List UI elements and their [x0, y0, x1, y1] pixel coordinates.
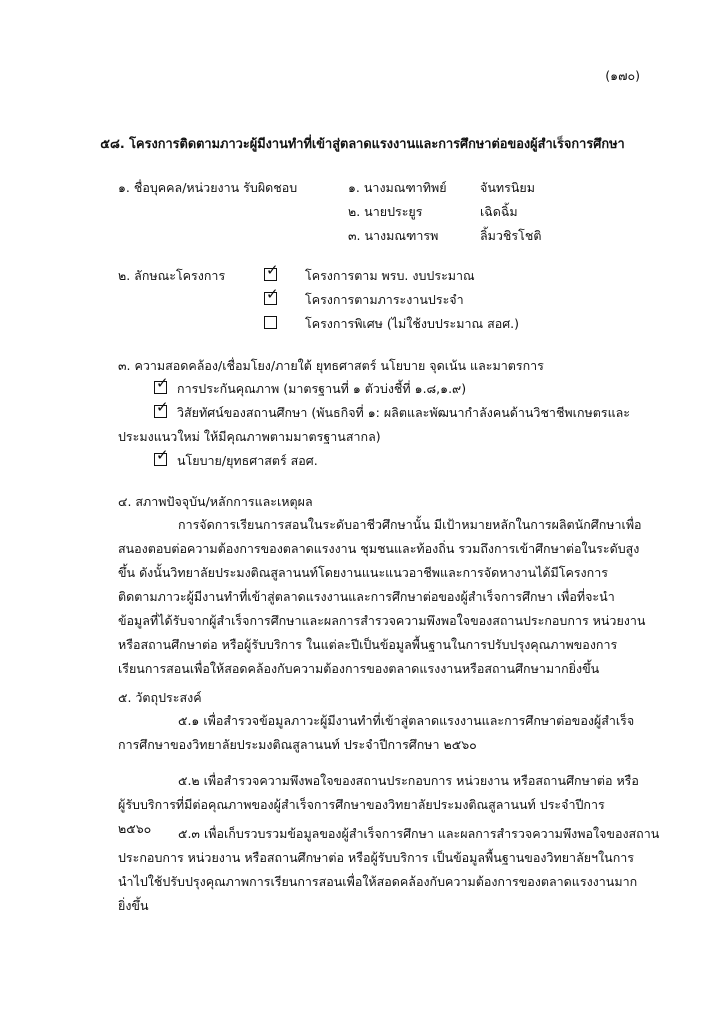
rationale-paragraph [118, 513, 646, 681]
project-type-checkbox-3[interactable] [264, 314, 277, 329]
section3-label: ๓. ความสอดคล้อง/เชื่อมโยง/ภายใต้ ยุทธศาสตร์ นโยบาย จุดเน้น และมาตรการ [118, 358, 544, 373]
checkbox-empty-icon [264, 316, 277, 329]
section4-label: ๔. สภาพปัจจุบัน/หลักการและเหตุผล [118, 494, 313, 509]
alignment-checkbox-2[interactable] [154, 398, 169, 418]
objective-line: ๕.๑ เพื่อสำรวจข้อมูลภาวะผู้มีงานทำที่เข้าสู่ตลาดแรงงานและการศึกษาต่อของผู้สำเร็จ [178, 713, 635, 728]
rationale-line: สนองตอบต่อความต้องการของตลาดแรงงาน ชุมชนและท้องถิ่น รวมถึงการเข้าศึกษาต่อในระดับสูง [118, 541, 640, 556]
project-type-checkbox-2[interactable] [264, 285, 279, 305]
page-number: (๑๗๐) [605, 68, 640, 83]
checkbox-checked-icon: ✓ [156, 374, 169, 392]
section5-label: ๕. วัตถุประสงค์ [118, 690, 202, 705]
objective-line: การศึกษาของวิทยาลัยประมงติณสูลานนท์ ประจำปีการศึกษา ๒๕๖๐ [118, 737, 477, 752]
checkbox-checked-icon: ✓ [156, 446, 169, 464]
alignment-checkbox-1[interactable] [154, 374, 169, 394]
objective-line: นำไปใช้ปรับปรุงคุณภาพการเรียนการสอนเพื่อให้สอดคล้องกับความต้องการของตลาดแรงงานมาก [118, 874, 638, 889]
project-type-option-2: โครงการตามภาระงานประจำ [305, 292, 464, 307]
objective-line: ยิ่งขึ้น [118, 898, 149, 913]
objective-line: ผู้รับบริการที่มีต่อคุณภาพของผู้สำเร็จการศึกษาของวิทยาลัยประมงติณสูลานนท์ ประจำปีการ [118, 797, 605, 812]
checkbox-checked-icon: ✓ [156, 398, 169, 416]
objective-line: ๕.๒ เพื่อสำรวจความพึงพอใจของสถานประกอบการ หน่วยงาน หรือสถานศึกษาต่อ หรือ [178, 773, 639, 788]
person-3-name: ๓. นางมณฑารพ [348, 228, 439, 243]
alignment-item-3: นโยบาย/ยุทธศาสตร์ สอศ. [177, 453, 318, 468]
alignment-checkbox-3[interactable] [154, 446, 169, 466]
rationale-line: เรียนการสอนเพื่อให้สอดคล้องกับความต้องการของตลาดแรงงานหรือสถานศึกษามากยิ่งขึ้น [118, 661, 600, 676]
checkbox-checked-icon: ✓ [266, 285, 279, 303]
rationale-line: การจัดการเรียนการสอนในระดับอาชีวศึกษานั้น มีเป้าหมายหลักในการผลิตนักศึกษาเพื่อ [178, 517, 642, 532]
person-1-name: ๑. นางมณฑาทิพย์ [348, 180, 447, 195]
person-2-surname: เฉิดฉิ้ม [480, 204, 518, 219]
person-3-surname: ลิ้มวชิรโชติ [480, 228, 542, 243]
alignment-item-1: การประกันคุณภาพ (มาตรฐานที่ ๑ ตัวบ่งชี้ที่ ๑.๘,๑.๙) [177, 381, 467, 396]
rationale-line: ข้อมูลที่ได้รับจากผู้สำเร็จการศึกษาและผลการสำรวจความพึงพอใจของสถานประกอบการ หน่วยงาน [118, 613, 646, 628]
person-2-name: ๒. นายประยูร [348, 204, 423, 219]
alignment-item-2-line2: ประมงแนวใหม่ ให้มีคุณภาพตามมาตรฐานสากล) [118, 429, 381, 444]
alignment-item-2-line1: วิสัยทัศน์ของสถานศึกษา (พันธกิจที่ ๑: ผลิตและพัฒนากำลังคนด้านวิชาชีพเกษตรและ [177, 405, 631, 420]
objective-line: ๒๕๖๐ [118, 821, 152, 836]
project-type-checkbox-1[interactable] [264, 261, 279, 281]
objective-3 [118, 822, 660, 918]
person-1-surname: จันทรนิยม [480, 180, 535, 195]
rationale-line: หรือสถานศึกษาต่อ หรือผู้รับบริการ ในแต่ละปีเป็นข้อมูลพื้นฐานในการปรับปรุงคุณภาพของการ [118, 637, 618, 652]
objective-line: ประกอบการ หน่วยงาน หรือสถานศึกษาต่อ หรือผู้รับบริการ เป็นข้อมูลพื้นฐานของวิทยาลัยฯในการ [118, 850, 635, 865]
objective-line: ๕.๓ เพื่อเก็บรวบรวมข้อมูลของผู้สำเร็จการศึกษา และผลการสำรวจความพึงพอใจของสถาน [178, 826, 660, 841]
project-title: ๕๘. โครงการติดตามภาวะผู้มีงานทำที่เข้าสู่ตลาดแรงงานและการศึกษาต่อของผู้สำเร็จการศึกษา [100, 137, 625, 152]
section1-label: ๑. ชื่อบุคคล/หน่วยงาน รับผิดชอบ [118, 180, 298, 195]
project-type-option-3: โครงการพิเศษ (ไม่ใช้งบประมาณ สอศ.) [305, 316, 519, 331]
objective-1 [118, 709, 638, 757]
rationale-line: ติดตามภาวะผู้มีงานทำที่เข้าสู่ตลาดแรงงานและการศึกษาต่อของผู้สำเร็จการศึกษา เพื่อที่จะนำ [118, 589, 615, 604]
section2-label: ๒. ลักษณะโครงการ [118, 268, 226, 283]
rationale-line: ขึ้น ดังนั้นวิทยาลัยประมงติณสูลานนท์โดยงานแนะแนวอาชีพและการจัดหางานได้มีโครงการ [118, 565, 608, 580]
project-type-option-1: โครงการตาม พรบ. งบประมาณ [305, 268, 475, 283]
checkbox-checked-icon: ✓ [266, 261, 279, 279]
